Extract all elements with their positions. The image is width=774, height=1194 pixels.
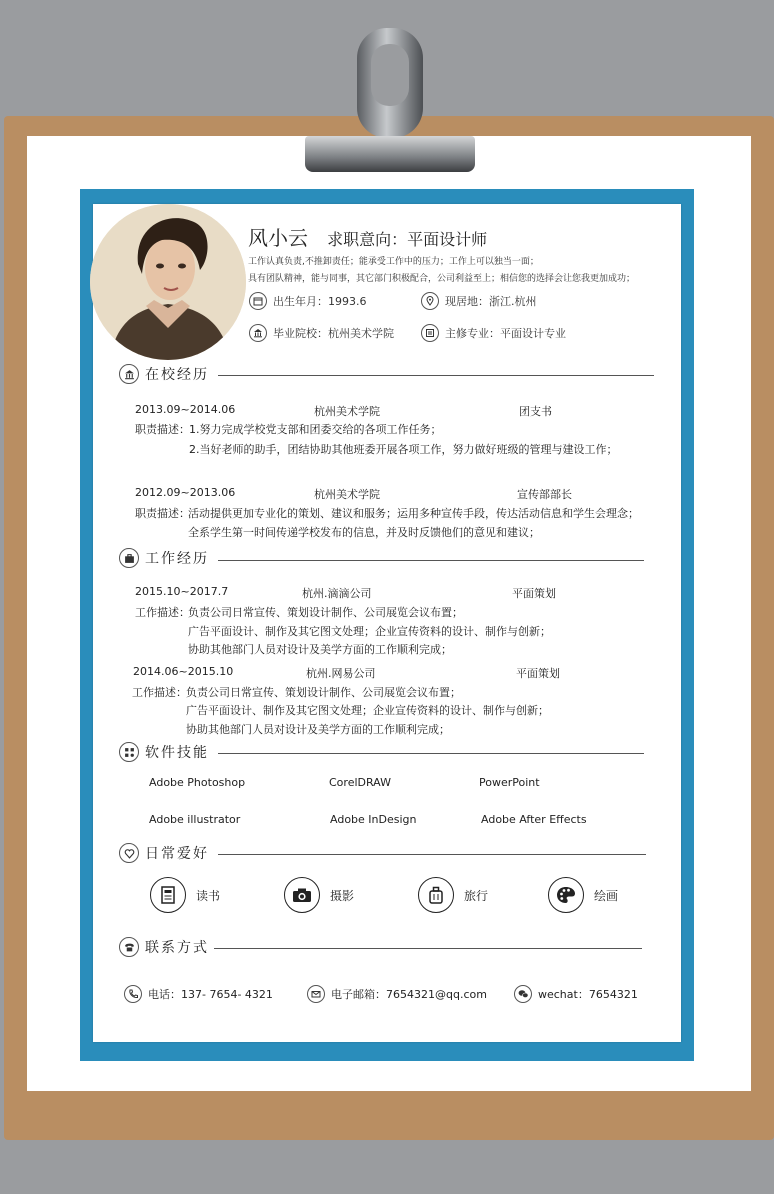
briefcase-icon <box>119 548 139 568</box>
binder-clip-icon <box>305 28 475 178</box>
phone-text: 电话：137- 7654- 4321 <box>148 988 273 1001</box>
organization: 杭州美术学院 <box>314 405 380 418</box>
wechat-icon <box>514 985 532 1003</box>
intro-line-2: 具有团队精神，能与同事，其它部门积极配合，公司利益至上；相信您的选择会让您我更加成功； <box>248 274 636 284</box>
birth-text: 出生年月：1993.6 <box>273 295 367 308</box>
hobbies-heading <box>119 843 209 863</box>
divider <box>218 753 644 754</box>
desc-line: 广告平面设计、制作及其它图文处理；企业宣传资料的设计、制作与创新； <box>186 704 549 717</box>
phone-icon <box>124 985 142 1003</box>
major-info <box>421 324 566 342</box>
hobby-label: 读书 <box>196 888 221 903</box>
period: 2014.06~2015.10 <box>133 665 234 678</box>
skill-item: Adobe After Effects <box>481 813 587 826</box>
residence-text: 现居地：浙江.杭州 <box>445 295 537 308</box>
profile-photo <box>90 204 246 360</box>
skills-heading <box>119 742 209 762</box>
contact-heading <box>119 937 209 957</box>
intro-line-1: 工作认真负责,不推卸责任；能承受工作中的压力；工作上可以独当一面； <box>248 257 539 267</box>
email-text: 电子邮箱：7654321@qq.com <box>331 988 487 1001</box>
suitcase-icon <box>418 877 454 913</box>
job-intent: 求职意向：平面设计师 <box>327 230 488 249</box>
contact-phone <box>124 985 273 1003</box>
role: 宣传部部长 <box>517 488 572 501</box>
skill-item: PowerPoint <box>479 776 540 789</box>
contact-wechat <box>514 985 638 1003</box>
hobby-travel <box>418 877 488 913</box>
camera-icon <box>284 877 320 913</box>
desc-line: 负责公司日常宣传、策划设计制作、公司展览会议布置； <box>186 686 461 699</box>
book-icon <box>150 877 186 913</box>
contact-title: 联系方式 <box>145 940 209 956</box>
desc-label: 工作描述： <box>135 606 190 619</box>
school-exp-heading <box>119 364 209 384</box>
work-exp-heading <box>119 548 209 568</box>
skill-item: Adobe Photoshop <box>149 776 246 789</box>
hobby-label: 旅行 <box>464 888 489 903</box>
desc-line: 协助其他部门人员对设计及美学方面的工作顺利完成； <box>186 723 450 736</box>
book-list-icon <box>421 324 439 342</box>
hobby-reading <box>150 877 220 913</box>
telephone-icon <box>119 937 139 957</box>
role: 平面策划 <box>512 587 556 600</box>
residence-info <box>421 292 537 310</box>
period: 2013.09~2014.06 <box>135 403 236 416</box>
divider <box>218 560 644 561</box>
role: 团支书 <box>519 405 552 418</box>
organization: 杭州.滴滴公司 <box>302 587 372 600</box>
desc-line: 1.努力完成学校党支部和团委交给的各项工作任务； <box>189 423 442 436</box>
organization: 杭州.网易公司 <box>306 667 376 680</box>
hobby-painting <box>548 877 618 913</box>
skills-title: 软件技能 <box>145 745 209 761</box>
desc-label: 职责描述： <box>135 423 190 436</box>
school-building-icon <box>119 364 139 384</box>
period: 2012.09~2013.06 <box>135 486 236 499</box>
skill-item: Adobe InDesign <box>330 813 417 826</box>
desc-line: 广告平面设计、制作及其它图文处理；企业宣传资料的设计、制作与创新； <box>188 625 551 638</box>
location-pin-icon <box>421 292 439 310</box>
desc-line: 协助其他部门人员对设计及美学方面的工作顺利完成； <box>188 643 452 656</box>
hobbies-title: 日常爱好 <box>145 846 209 862</box>
mail-icon <box>307 985 325 1003</box>
divider <box>218 854 646 855</box>
palette-icon <box>548 877 584 913</box>
birth-info <box>249 292 367 310</box>
calendar-icon <box>249 292 267 310</box>
apps-grid-icon <box>119 742 139 762</box>
work-exp-title: 工作经历 <box>145 551 209 567</box>
skill-item: CorelDRAW <box>329 776 391 789</box>
school-info <box>249 324 394 342</box>
skill-item: Adobe illustrator <box>149 813 241 826</box>
major-text: 主修专业：平面设计专业 <box>445 327 566 340</box>
applicant-name: 风小云 <box>248 226 308 250</box>
name-line <box>248 222 487 251</box>
divider <box>214 948 642 949</box>
hobby-label: 摄影 <box>330 888 355 903</box>
divider <box>218 375 654 376</box>
school-building-icon <box>249 324 267 342</box>
wechat-text: wechat：7654321 <box>538 988 638 1001</box>
hobby-label: 绘画 <box>594 888 619 903</box>
school-text: 毕业院校：杭州美术学院 <box>273 327 394 340</box>
desc-line: 全系学生第一时间传递学校发布的信息，并及时反馈他们的意见和建议； <box>188 526 540 539</box>
desc-line: 负责公司日常宣传、策划设计制作、公司展览会议布置； <box>188 606 463 619</box>
role: 平面策划 <box>516 667 560 680</box>
desc-line: 2.当好老师的助手，团结协助其他班委开展各项工作，努力做好班级的管理与建设工作； <box>189 443 618 456</box>
heart-icon <box>119 843 139 863</box>
contact-email <box>307 985 487 1003</box>
school-exp-title: 在校经历 <box>145 367 209 383</box>
desc-label: 工作描述： <box>132 686 187 699</box>
period: 2015.10~2017.7 <box>135 585 229 598</box>
desc-line: 活动提供更加专业化的策划、建议和服务；运用多种宣传手段，传达活动信息和学生会理念； <box>188 507 639 520</box>
hobby-photography <box>284 877 354 913</box>
organization: 杭州美术学院 <box>314 488 380 501</box>
desc-label: 职责描述： <box>135 507 190 520</box>
